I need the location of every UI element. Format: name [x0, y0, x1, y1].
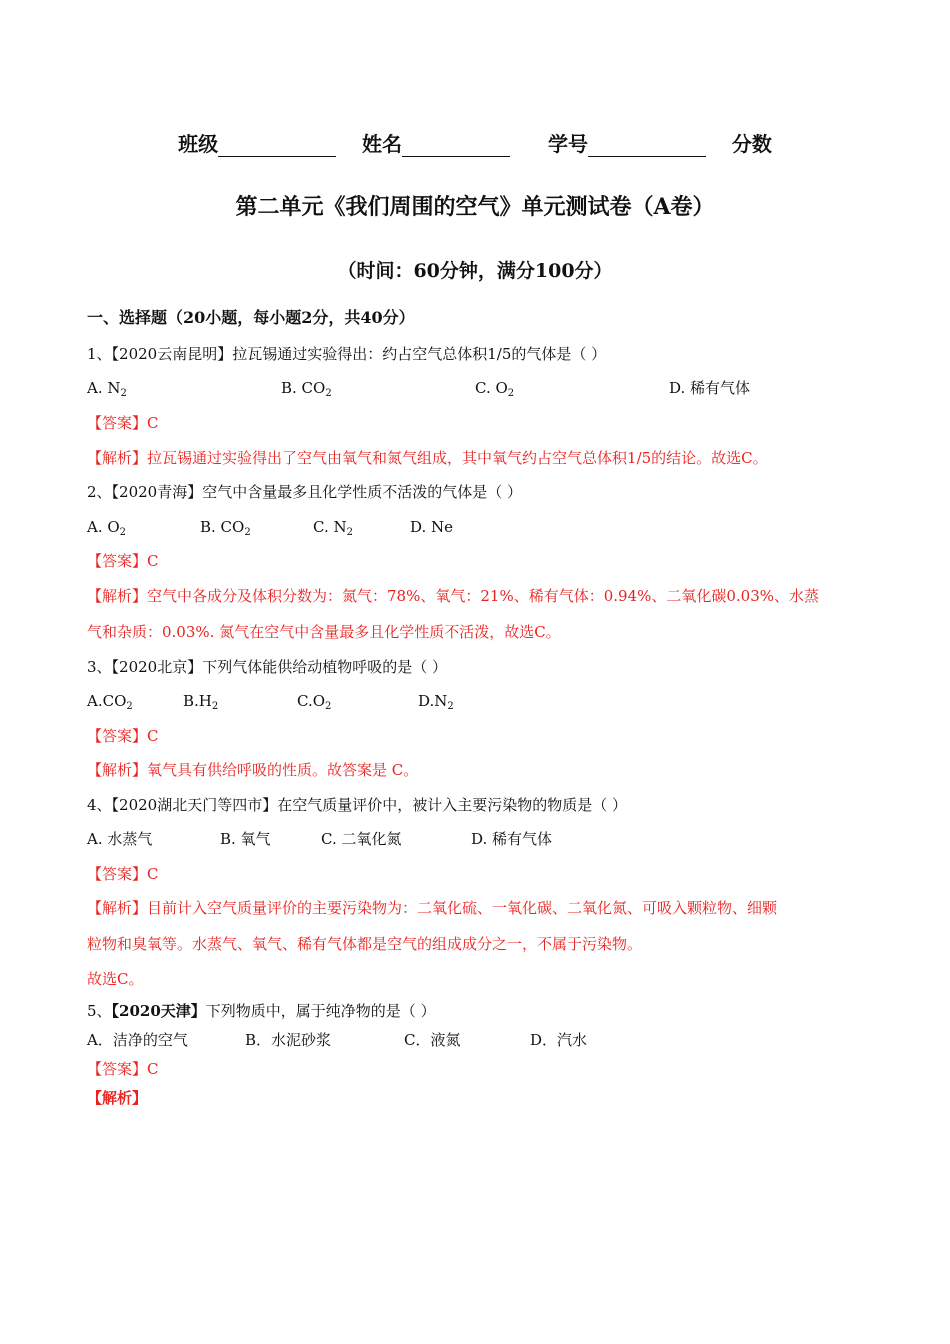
q4-analysis-line-1: 【解析】目前计入空气质量评价的主要污染物为：二氧化硫、一氧化碳、二氧化氮、可吸入颗粒物、细颗: [87, 899, 778, 917]
q5-option-a: A．洁净的空气: [87, 1031, 188, 1049]
q4-option-d: D. 稀有气体: [471, 830, 553, 848]
question-3-stem: 3、【2020北京】下列气体能供给动植物呼吸的是（ ）: [87, 658, 447, 676]
q5-answer: 【答案】C: [87, 1060, 159, 1078]
q3-option-c: $C.O_2$: [297, 692, 332, 712]
q5-analysis-label: 【解析】: [87, 1089, 148, 1107]
q3-option-d: $D.N_2$: [418, 692, 454, 712]
q2-option-b: B. $CO_2$: [200, 518, 251, 538]
section-heading: 一、选择题（20小题，每小题2分，共40分）: [87, 308, 415, 327]
name-blank[interactable]: [402, 136, 510, 157]
question-5-stem: 5、【2020天津】下列物质中，属于纯净物的是（ ）: [87, 1002, 436, 1020]
q4-analysis-line-3: 故选C。: [87, 970, 144, 988]
question-4-stem: 4、【2020湖北天门等四市】在空气质量评价中，被计入主要污染物的物质是（ ）: [87, 796, 627, 814]
q1-option-c: C. $O_2$: [475, 379, 515, 399]
q4-option-b: B. 氧气: [220, 830, 271, 848]
q4-answer: 【答案】C: [87, 865, 159, 883]
q5-option-b: B．水泥砂浆: [245, 1031, 332, 1049]
name-label: 姓名: [362, 132, 403, 156]
q2-analysis-line-2: 气和杂质：0.03%. 氮气在空气中含量最多且化学性质不活泼，故选C。: [87, 623, 561, 641]
question-1-stem: 1、【2020云南昆明】拉瓦锡通过实验得出：约占空气总体积1/5的气体是（ ）: [87, 345, 607, 363]
score-label: 分数: [731, 132, 772, 156]
q5-option-c: C．液氮: [404, 1031, 461, 1049]
question-2-stem: 2、【2020青海】空气中含量最多且化学性质不活泼的气体是（ ）: [87, 483, 522, 501]
q4-option-a: A. 水蒸气: [87, 830, 153, 848]
q1-analysis: 【解析】拉瓦锡通过实验得出了空气由氧气和氮气组成，其中氧气约占空气总体积1/5的结论。故选C。: [87, 449, 768, 467]
q3-option-a: $A.CO_2$: [87, 692, 133, 712]
q2-answer: 【答案】C: [87, 552, 159, 570]
q2-option-a: A. $O_2$: [87, 518, 127, 538]
q3-option-b: $B.H_2$: [183, 692, 219, 712]
student-id-blank[interactable]: [588, 136, 706, 157]
class-blank[interactable]: [218, 136, 336, 157]
q1-answer: 【答案】C: [87, 414, 159, 432]
class-label: 班级: [178, 132, 219, 156]
q4-analysis-line-2: 粒物和臭氧等。水蒸气、氧气、稀有气体都是空气的组成成分之一，不属于污染物。: [87, 935, 643, 953]
q2-option-d: D. Ne: [410, 518, 454, 536]
q3-analysis: 【解析】氧气具有供给呼吸的性质。故答案是 C。: [87, 761, 419, 779]
q2-analysis-line-1: 【解析】空气中各成分及体积分数为：氮气：78%、氧气：21%、稀有气体：0.94%、二氧化碳0.03%、水蒸: [87, 587, 820, 605]
q2-option-c: C. $N_2$: [313, 518, 353, 538]
q1-option-d: D. 稀有气体: [669, 379, 751, 397]
page-title: 第二单元《我们周围的空气》单元测试卷（A卷）: [235, 194, 715, 220]
student-info-header: [0, 128, 950, 157]
q5-option-d: D．汽水: [530, 1031, 588, 1049]
q1-option-b: B. $CO_2$: [281, 379, 332, 399]
q3-answer: 【答案】C: [87, 727, 159, 745]
q1-option-a: A. $N_2$: [87, 379, 127, 399]
q4-option-c: C. 二氧化氮: [321, 830, 402, 848]
student-id-label: 学号: [547, 132, 588, 156]
page-subtitle: （时间：60分钟，满分100分）: [337, 260, 613, 282]
